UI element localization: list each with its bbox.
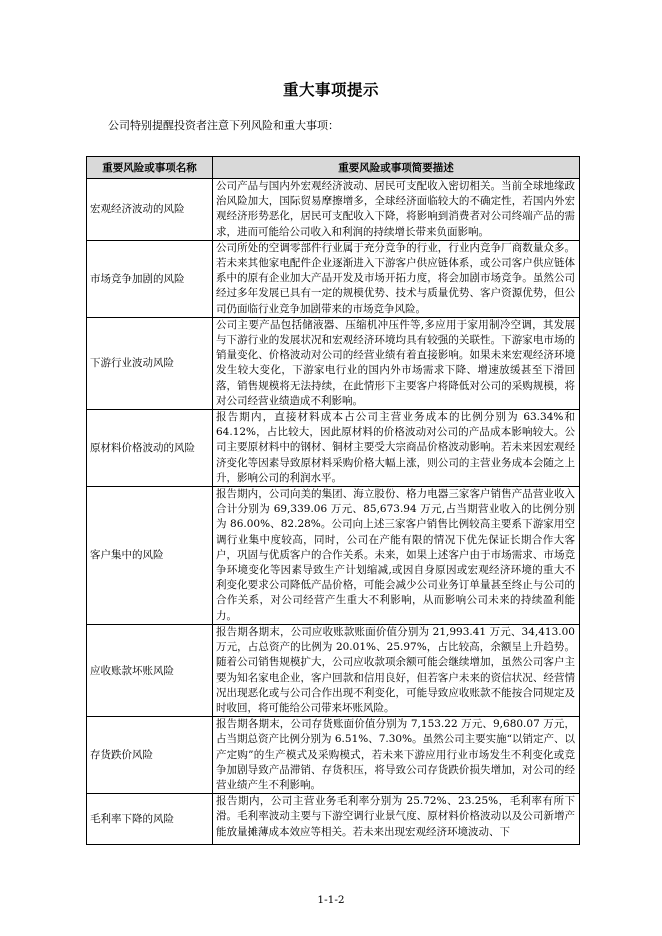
table-row [87,179,580,241]
risk-description: 报告期内，直接材料成本占公司主营业务成本的比例分别为 63.34%和64.12%，占比较大，因此原材料的价格波动对公司的产品成本影响较大。公司主要原材料中的钢材、铜材主要受大宗商品价格波动影响。若未来因宏观经济变化等因素导致原材料采购价格大幅上涨，则公司的主营业务成本会随之上升，影响公司的利润水平。 [213,410,580,487]
risk-description: 公司所处的空调零部件行业属于充分竞争的行业，行业内竞争厂商数量众多。若未来其他家电配件企业逐渐进入下游客户供应链体系，或公司客户供应链体系中的原有企业加大产品开发及市场开拓力度，将会加剧市场竞争。虽然公司经过多年发展已具有一定的规模优势、技术与质量优势、客户资源优势，但公司仍面临行业竞争加剧带来的市场竞争风险。 [213,240,580,317]
table-header-row [87,157,580,179]
table-row [87,410,580,487]
table-row [87,624,580,716]
risk-name: 客户集中的风险 [87,487,213,625]
risk-description: 公司产品与国内外宏观经济波动、居民可支配收入密切相关。当前全球地缘政治风险加大，国际贸易摩擦增多，全球经济面临较大的不确定性，若国内外宏观经济形势恶化，居民可支配收入下降，将影响到消费者对公司终端产品的需求，进而可能给公司收入和利润的持续增长带来负面影响。 [213,179,580,241]
risk-name: 宏观经济波动的风险 [87,179,213,241]
risk-name: 毛利率下降的风险 [87,794,213,845]
page-number: 1-1-2 [317,894,345,906]
risk-name: 存货跌价风险 [87,717,213,794]
risk-description: 公司主要产品包括储液器、压缩机冲压件等,多应用于家用制冷空调，其发展与下游行业的发展状况和宏观经济环境均具有较强的关联性。下游家电市场的销量变化、价格波动对公司的经营业绩有着直接影响。如果未来宏观经济环境发生较大变化，下游家电行业的国内外市场需求下降、增速放缓甚至下滑回落，销售规模将无法持续，在此情形下主要客户将降低对公司的采购规模，将对公司经营业绩造成不利影响。 [213,317,580,409]
risk-description: 报告期各期末，公司存货账面价值分别为 7,153.22 万元、9,680.07 万元，占当期总资产比例分别为 6.51%、7.30%。虽然公司主要实施“以销定产、以产定购”的生产模式及采购模式，若未来下游应用行业市场发生不利变化或竞争加剧导致产品滞销、存货积压，将导致公司存货跌价损失增加，对公司的经营业绩产生不利影响。 [213,717,580,794]
table-row [87,317,580,409]
table-row [87,240,580,317]
header-risk-name: 重要风险或事项名称 [87,157,213,179]
risk-table [86,156,580,845]
risk-name: 下游行业波动风险 [87,317,213,409]
risk-name: 市场竞争加剧的风险 [87,240,213,317]
header-risk-description: 重要风险或事项简要描述 [213,157,580,179]
risk-description: 报告期各期末，公司应收账款账面价值分别为 21,993.41 万元、34,413.00 万元，占总资产的比例为 20.01%、25.97%，占比较高，余额呈上升趋势。随着公司销售规模扩大，公司应收款项余额可能会继续增加，虽然公司客户主要为知名家电企业，客户回款和信用良好，但若客户未来的资信状况、经营情况出现恶化或与公司合作出现不利变化，可能导致应收账款不能按合同规定及时收回，将可能给公司带来坏账风险。 [213,624,580,716]
risk-name: 原材料价格波动的风险 [87,410,213,487]
risk-description: 报告期内，公司向美的集团、海立股份、格力电器三家客户销售产品营业收入合计分别为 69,339.06 万元、85,673.94 万元,占当期营业收入的比例分别为 86.00%、82.28%。公司向上述三家客户销售比例较高主要系下游家用空调行业集中度较高，同时，公司在产能有限的情况下优先保证长期合作大客户，巩固与优质客户的合作关系。未来，如果上述客户由于市场需求、市场竞争环境变化等因素导致生产计划缩减,或因自身原因或宏观经济环境的重大不利变化要求公司降低产品价格，可能会减少公司业务订单量甚至终止与公司的合作关系，对公司经营产生重大不利影响，从而影响公司未来的持续盈利能力。 [213,487,580,625]
page-title: 重大事项提示 [282,80,379,99]
table-row [87,794,580,845]
table-row [87,487,580,625]
intro-text: 公司特别提醒投资者注意下列风险和重大事项： [108,119,339,132]
table-row [87,717,580,794]
risk-name: 应收账款坏账风险 [87,624,213,716]
risk-description: 报告期内，公司主营业务毛利率分别为 25.72%、23.25%，毛利率有所下滑。毛利率波动主要与下游空调行业景气度、原材料价格波动以及公司新增产能放量摊薄成本效应等相关。若未来出现宏观经济环境波动、下 [213,794,580,845]
